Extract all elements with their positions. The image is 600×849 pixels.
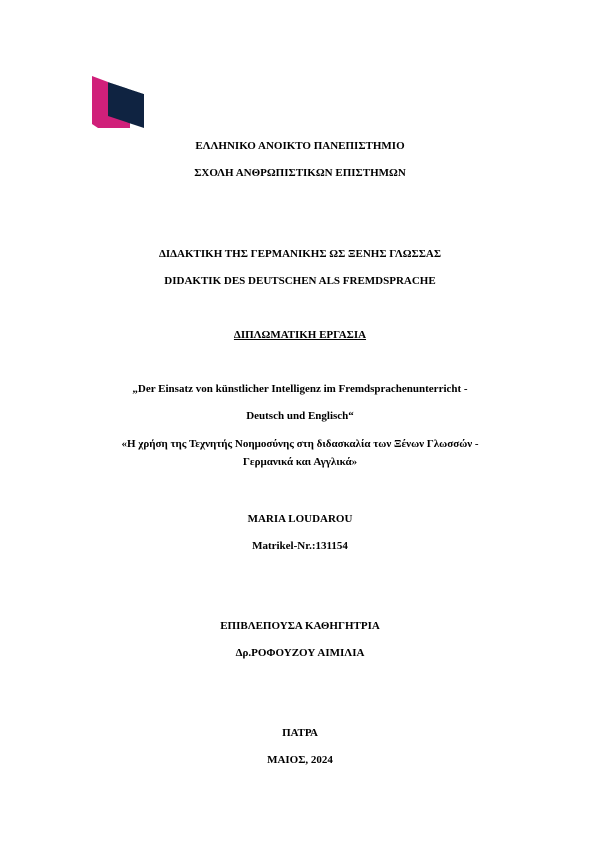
thesis-title-german-line2: Deutsch und Englisch“ [246, 410, 354, 422]
matrikel-number: Matrikel-Nr.:131154 [252, 540, 348, 552]
university-name: ΕΛΛΗΝΙΚΟ ΑΝΟΙΚΤΟ ΠΑΝΕΠΙΣΤΗΜΙΟ [195, 140, 405, 152]
thesis-title-greek-line2: Γερμανικά και Αγγλικά» [242, 456, 358, 468]
city: ΠΑΤΡΑ [282, 727, 318, 739]
thesis-type: ΔΙΠΛΩΜΑΤΙΚΗ ΕΡΓΑΣΙΑ [233, 329, 367, 341]
supervisor-label: ΕΠΙΒΛΕΠΟΥΣΑ ΚΑΘΗΓΗΤΡΙΑ [220, 620, 380, 632]
thesis-title-german-line1: „Der Einsatz von künstlicher Intelligenz im Fremdsprachenunterricht - [132, 383, 468, 395]
date: ΜΑΙΟΣ, 2024 [267, 754, 333, 766]
author-name: MARIA LOUDAROU [247, 513, 353, 525]
program-title-german: DIDAKTIK DES DEUTSCHEN ALS FREMDSPRACHE [164, 275, 436, 287]
thesis-title-greek-line1: «Η χρήση της Τεχνητής Νοημοσύνης στη διδασκαλία των Ξένων Γλωσσών - [121, 438, 479, 450]
program-title-greek: ΔΙΔΑΚΤΙΚΗ ΤΗΣ ΓΕΡΜΑΝΙΚΗΣ ΩΣ ΞΕΝΗΣ ΓΛΩΣΣΑΣ [158, 248, 442, 260]
school-name: ΣΧΟΛΗ ΑΝΘΡΩΠΙΣΤΙΚΩΝ ΕΠΙΣΤΗΜΩΝ [194, 167, 406, 179]
university-logo-icon [90, 72, 146, 130]
supervisor-name: Δρ.ΡΟΦΟΥΖΟΥ ΑΙΜΙΛΙΑ [235, 647, 365, 659]
